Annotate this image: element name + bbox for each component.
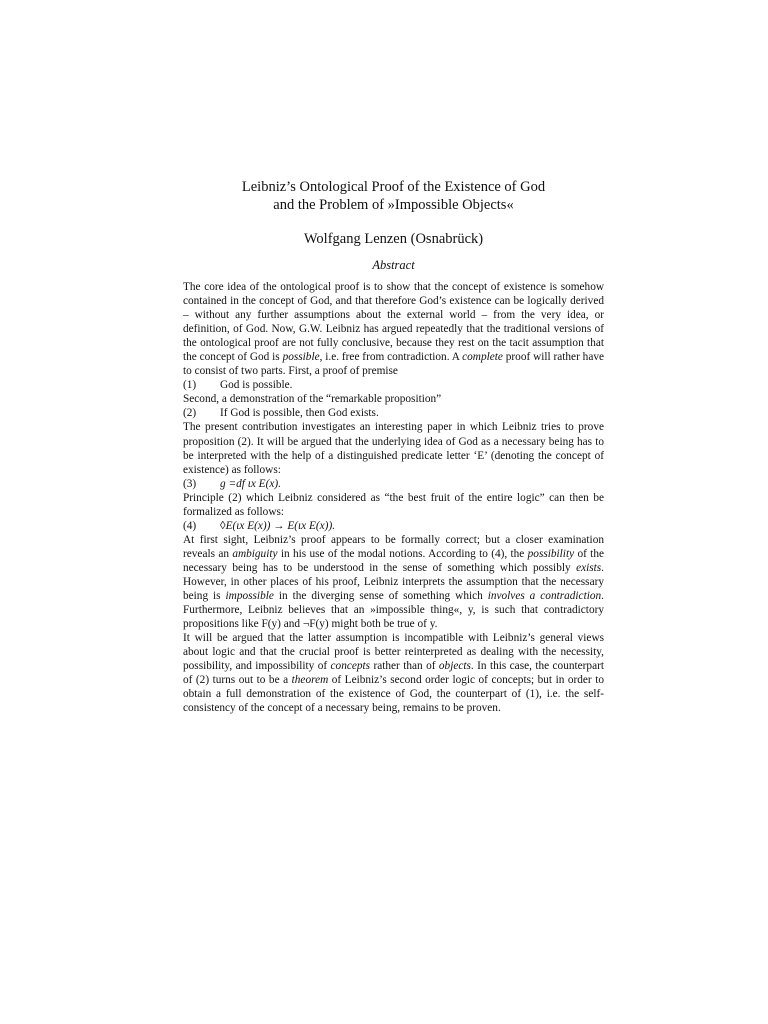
abstract-paragraph-3: The present contribution investigates an interesting paper in which Leibniz tries to prove proposition (2). It will be argued that the underlying idea of God as a necessary being has to be interpreted with the help of a distinguished predicate letter ‘E’ (denoting the concept of existence) as follows: xyxy=(183,421,604,476)
numbered-item-1: (1) God is possible. xyxy=(183,379,293,392)
numbered-item-2: (2) If God is possible, then God exists. xyxy=(183,407,379,420)
abstract-paragraph-4: Principle (2) which Leibniz considered as “the best fruit of the entire logic” can then be formalized as follows: xyxy=(183,491,604,518)
formula-3: (3) g =df ιx E(x). xyxy=(183,477,281,490)
abstract-paragraph-6: It will be argued that the latter assumption is incompatible with Leibniz’s general views about logic and that the crucial proof is better reinterpreted as dealing with the necessity, possibility, and impossibility of concepts rather than of objects. In this case, the counterpart of (2) turns out to be a theorem of Leibniz’s second order logic of concepts; but in order to obtain a full demonstration of the existence of God, the counterpart of (1), i.e. the self-consistency of the concept of a necessary being, remains to be proven. xyxy=(183,632,604,715)
formula-4: (4) ◊E(ιx E(x)) → E(ιx E(x)). xyxy=(183,519,336,532)
abstract-heading: Abstract xyxy=(372,258,415,272)
paper-title xyxy=(183,178,604,214)
abstract-paragraph-2: Second, a demonstration of the “remarkable proposition” xyxy=(183,393,442,406)
abstract-paragraph-1: The core idea of the ontological proof is to show that the concept of existence is somehow contained in the concept of God, and that therefore God’s existence can be logically derived – without any further assumptions about the external world – from the very idea, or definition, of God. Now, G.W. Leibniz has argued repeatedly that the traditional versions of the ontological proof are not fully conclusive, because they rest on the tacit assumption that the concept of God is possible, i.e. free from contradiction. A complete proof will rather have to consist of two parts. First, a proof of premise xyxy=(183,281,605,378)
abstract-body xyxy=(183,280,604,715)
title-line-1: Leibniz’s Ontological Proof of the Existence of God xyxy=(241,179,546,195)
title-line-2: and the Problem of »Impossible Objects« xyxy=(273,197,514,213)
paper-page xyxy=(183,178,604,715)
author-line: Wolfgang Lenzen (Osnabrück) xyxy=(303,231,484,247)
abstract-paragraph-5: At first sight, Leibniz’s proof appears to be formally correct; but a closer examination reveals an ambiguity in his use of the modal notions. According to (4), the possibility of the necessary being has to be understood in the sense of something which possibly exists. However, in other places of his proof, Leibniz interprets the assumption that the necessary being is impossible in the diverging sense of something which involves a contradiction. Furthermore, Leibniz believes that an »impossible thing«, y, is such that contradictory propositions like F(y) and ¬F(y) might both be true of y. xyxy=(183,533,604,631)
